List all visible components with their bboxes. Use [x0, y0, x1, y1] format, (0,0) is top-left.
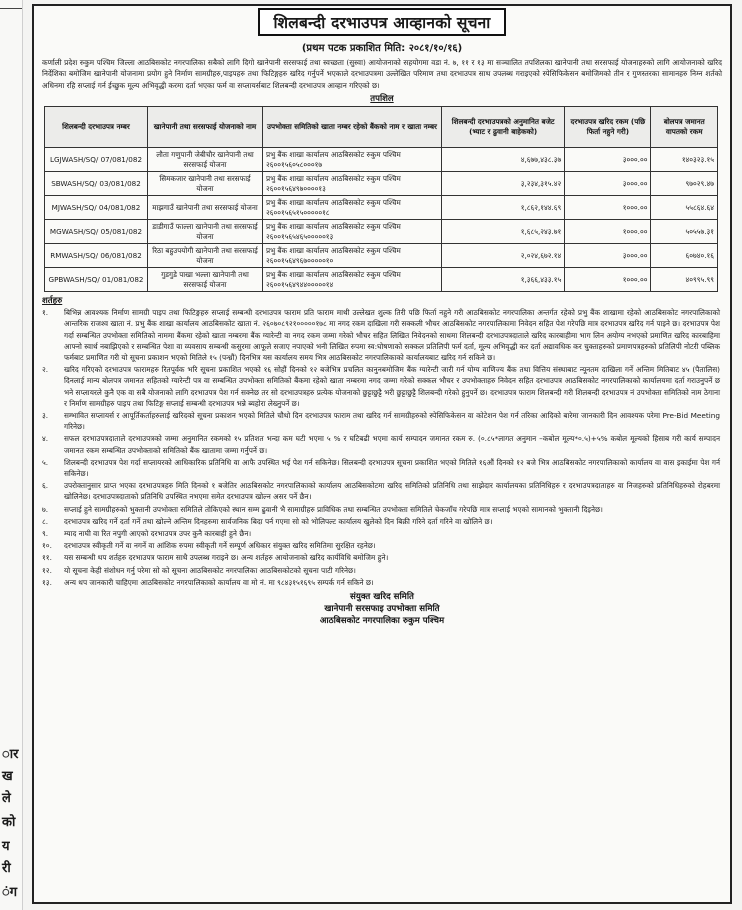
col-header-fee: दरभाउपत्र खरिद रकम (पछि फिर्ता नहुने गरी) [565, 107, 651, 148]
col-header-security: बोलपत्र जमानत वापतको रकम [651, 107, 718, 148]
adjacent-page-fragment [0, 0, 23, 910]
cell-budget: ४,६७७,४३८.३७ [442, 148, 565, 172]
term-text: म्याद नाघी वा रित नपुगी आएको दरभाउपत्र उपर कुनै कारबाही हुने छैन। [64, 529, 252, 539]
term-text: बिभिन्न आवश्यक निर्माण सामग्री पाइप तथा फिटिङ्गहरु सप्लाई सम्बन्धी दरभाउपत्र फाराम प्रति फाराम माथी उल्लेखत शुल्क तिरी पछि फिर्ता नहुने गरी आठबिसकोट नगरपालिका अन्तर्गत रहेको प्रभु बैंक शाखामा रहेको आठबिसकोट नगरपालिकाको आन्तरिक राजश्व खाता नं. प्रभु बैंक शाखा कार्यालय आठबिसकोट खाता नं. २६०७०८९२१०००००१७८ मा नगद रकम दाखिला गरी सक्कली भौचर आठबिसकोट नगरपालिकामा निवेदन सहित पेश गरेपछि मात्र दरभाउपत्र खरिद गर्न पाइने छ। दरभाउपत्र पेश गर्दा सम्बन्धित उपभोक्ता समितिको नाममा बैंकमा रहेको खाता नम्बरमा बैंक ग्यारेन्टी वा नगद रकम जम्मा गरेको भौचर सहित लिखित निवेदनको साथमा शिलबन्दी दरभाउपत्रदाताले खरिद कारबाहीमा भाग लिन अयोग्य नभएको प्रमाणित खरिद कारबाहिमा आफ्नो स्वार्थ नबाझिएको र सम्बन्धित पेशा वा व्यवसाय सम्बन्धी कसुरमा आफूले सजाए नपाएको भनी लिखित रुपमा स्व:घोषणाको सक्कल प्रतिलिपी फर्म दर्ता, मूल्य अभिवृद्धी कर दर्ता अद्यावधिक कर चुक्ताहरुको प्रमाणपत्रहरुको प्रतिलिपी नोटरी पब्लिक फर्मबाट प्रमाणित गरी यो सूचना प्रकाशन भएको मितिले १५ (पन्ध्रौं) दिनभित्र यस कार्यालय समय भित्र आठबिसकोट नगरपालिकाको कार्यालयबाट खरिद गर्न सकिने छ। [64, 308, 720, 363]
cell-bank-account: प्रभु बैंक शाखा कार्यालय आठबिसकोट रुकुम पश्चिम २६००१५६४९७००००१३ [263, 172, 442, 196]
term-number: ९. [42, 529, 49, 539]
cell-fee: ३०००.०० [565, 148, 651, 172]
next-notice-border [40, 902, 730, 904]
cell-tender-no: LGJWASH/SQ/ 07/081/082 [45, 148, 148, 172]
term-text: शिलबन्दी दरभाउपत्र पेश गर्दा सप्लायरको आधिकारिक प्रतिनिधि वा आफै उपस्थित भई पेश गर्न सकिनेछ। सिलबन्दी दरभाउपत्र सूचना प्रकाशित भएको मितिले १६औं दिनको १२ बजे भित्र आठबिसकोट नगरपालिकाको कार्यालय वा वास इकाईमा पेश गर्न सकिनेछ। [64, 457, 720, 479]
signatory-committee: संयुक्त खरिद समिति [350, 592, 414, 603]
term-item [34, 410, 730, 432]
table-row [45, 196, 718, 220]
term-text: खरिद गरिएको दरभाउपत्र फारामहरु रितपूर्वक भरि सूचना प्रकाशित भएको १६ सोहौं दिनको १२ बजेभित्र प्रचलित कानुनबमोजिम बैंक ग्यारेन्टी जारी गर्न योग्य वाणिज्य बैंक तथा वित्तिय संस्थाबाट न्यूनतम दाखिला गर्ने अन्तिम मितिबाट ४५ (पैतालिस) दिनलाई मान्य बोलपत्र जमानत सहितको ग्यारेन्टी पत्र वा सम्बन्धित उपभोक्ता समितिको बैंकमा रहेको खाता नम्बरमा नगद जम्मा गरेको सक्कल भौचर र उपभोक्ताहरु निवेदन सहित दरभाउपत्र आठबिसकोट नगरपालिकाको कार्यालयमा दर्ता गराउनुपर्ने छ भने सप्लायरले कुनै एक वा सबै योजनाको लागि दरभाउपत्र पेश गर्न सक्नेछ तर सो दरभाउपत्रहरु प्रत्येक योजनाको छुट्टाछुट्टै भरी छुट्टाछुट्टै शिलबन्दी गरेको हुनुपर्ने छ। दरभाउपत्र फाराम शिलबन्दी गरी शिलबन्दी दरभाउपत्र नं उपभोक्ता समितिको नाम ठेगाना र निर्माण सामग्रीहरु पाइप तथा फिटिङ्ग सप्लाई सम्बन्धी दरभाउपत्र भन्ने ब्यहोरा लेख्नुपर्ने छ। [64, 365, 720, 408]
cell-fee: १०००.०० [565, 220, 651, 244]
cell-security: ५५८६४.६४ [651, 196, 718, 220]
cell-project: डाडीगाउँ फाल्ला खानेपानी तथा सरसफाई योजना [148, 220, 263, 244]
cell-budget: २,०२४,६७२.१४ [442, 244, 565, 268]
cell-project: सिमकजार खानेपानी तथा सरसफाई योजना [148, 172, 263, 196]
cell-security: ९७०२९.४७ [651, 172, 718, 196]
cell-tender-no: GPBWASH/SQ/ 01/081/082 [45, 268, 148, 292]
term-text: उपरोक्तानुसार प्राप्त भएका दरभाउपत्रहरु मिति दिनको १ बजेतिर आठबिसकोट नगरपालिकाको कार्यालय आठबिसकोटमा खरिद समितिको प्रतिनिधि तथा साझेदार कार्यालयका प्रतिनिधिहरु र दरभाउपत्रदाताहरु वा निजहरुको प्रतिनिधिहरुको रोहबरमा खोलिनेछ। दरभाउपत्रदाताको प्रतिनिधि उपस्थित नभएमा समेत दरभाउपत्र खोल्न असर पर्ने छैन। [64, 481, 720, 502]
term-text: यो सूचना केही संशोधन गर्नु परेमा सो को सूचना आठबिसकोट नगरपालिका आठबिसकोटको सूचना पाटी गरिनेछ। [64, 565, 356, 575]
col-header-bank-account: उपभोक्ता समितिको खाता नम्बर रहेको बैंकको नाम र खाता नम्बर [263, 107, 442, 148]
term-item [34, 577, 730, 588]
cell-project: रिठा बहुउपयोगी खानेपानी तथा सरसफाई योजना [148, 244, 263, 268]
cell-project: लौता गणुपानी जेबीचौर खानेपानी तथा सरसफाई योजना [148, 148, 263, 172]
intro-paragraph: कर्णाली प्रदेश रुकुम पश्चिम जिल्ला आठबिसकोट नगरपालिका सबैको लागि दिगो खानेपानी सरसफाई तथा स्वच्छता (सुस्वा) आयोजनाको सहयोगमा वडा नं. ७, ११ र १३ मा सञ्चालित तपशिलका खानेपानी तथा सरसफाई योजनाहरुको लागि आयोजनाको खरिद निर्देशिका बमोजिम खानेपानी योजनामा प्रयोग हुने निर्माण सामग्रीहरु,पाइपहरु तथा फिटिङ्गहरु खरिद गर्नुपर्ने भएकाले दरभाउपत्रमा उल्लेखित परिमाण तथा दरभाउपत्र साथ उपलब्ध गराइएको स्पेसिफिकेसन बमोजिमको तीन र गुणस्तरका सामानहरु निम्न शर्तको अधिनमा रहि सप्लाई गर्न ईच्छुक मूल्य अभिवृद्धी करमा दर्ता भएका फर्म वा सप्लायर्सबाट शिलबन्दी दरभाउपत्र आव्हान गरिएको छ। [42, 58, 723, 90]
cell-budget: ३,२३४,३१५.४२ [442, 172, 565, 196]
cell-bank-account: प्रभु बैंक शाखा कार्यालय आठबिसकोट रुकुम पश्चिम २६००१५६४९६७०००००१० [263, 244, 442, 268]
table-row [45, 148, 718, 172]
fragment-text: य [2, 839, 10, 854]
cell-security: ४०९९५.९९ [651, 268, 718, 292]
cell-bank-account: प्रभु बैंक शाखा कार्यालय आठबिसकोट रुकुम पश्चिम २६००१५६५१५०००००१८ [263, 196, 442, 220]
term-number: १३. [42, 577, 52, 587]
table-row [45, 172, 718, 196]
notice-title: शिलबन्दी दरभाउपत्र आव्हानको सूचना [258, 8, 507, 36]
term-number: ८. [42, 516, 49, 526]
table-header-row [45, 107, 718, 148]
table-row [45, 244, 718, 268]
cell-security: ६०७४०.१६ [651, 244, 718, 268]
cell-budget: १,३६६,४३३.१५ [442, 268, 565, 292]
fragment-text: ंग [2, 885, 18, 900]
cell-tender-no: MJWASH/SQ/ 04/081/082 [45, 196, 148, 220]
signatory-municipality: आठबिसकोट नगरपालिका रुकुम पश्चिम [319, 616, 445, 627]
term-number: २. [42, 365, 49, 375]
schedule-table [44, 106, 718, 292]
term-number: ५. [42, 457, 49, 467]
cell-security: १४०३२३.१५ [651, 148, 718, 172]
col-header-budget: शिलबन्दी दरभाउपत्रको अनुमानित बजेट (भ्याट र ढुवानी बाहेकको) [442, 107, 565, 148]
term-text: सप्लाई हुने सामग्रीहरुको भुक्तानी उपभोक्ता समितिले तोकिएको स्थान सम्म ढुवानी भै सामाग्रीहरु प्राविधिक तथा सम्बन्धित उपभोक्ता समितिले चेकजाँच गरेपछि मात्र सप्लाई भएको सामानको भुक्तानी दिइनेछ। [64, 504, 603, 514]
term-number: ७. [42, 504, 49, 514]
term-number: १२. [42, 565, 52, 575]
signatory-block [34, 591, 730, 627]
term-number: ६. [42, 481, 49, 491]
cell-bank-account: प्रभु बैंक शाखा कार्यालय आठबिसकोट रुकुम पश्चिम २६००१५६०५८०००१७ [263, 148, 442, 172]
cell-tender-no: RMWASH/SQ/ 06/081/082 [45, 244, 148, 268]
title-wrap [34, 8, 730, 36]
term-item [34, 433, 730, 455]
term-item [34, 457, 730, 479]
term-item [34, 504, 730, 515]
col-header-tender-no: शिलबन्दी दरभाउपत्र नम्बर [45, 107, 148, 148]
cell-fee: ३०००.०० [565, 244, 651, 268]
tender-notice [32, 4, 732, 904]
fragment-text: ख [2, 769, 13, 784]
term-number: ११. [42, 553, 52, 563]
signatory-users-committee: खानेपानी सरसफाइ उपभोक्ता समिति [324, 604, 440, 615]
term-number: १. [42, 308, 49, 318]
term-number: १०. [42, 541, 52, 551]
cell-bank-account: प्रभु बैंक शाखा कार्यालय आठबिसकोट रुकुम पश्चिम २६००१५६५४६५०००००१३ [263, 220, 442, 244]
term-item [34, 364, 730, 409]
terms-heading: शर्तहरु [42, 296, 63, 307]
cell-project: माझगाउँ खानेपानी तथा सरसफाई योजना [148, 196, 263, 220]
cell-project: गुडगुडे पाखा भल्ला खानेपानी तथा सरसफाई योजना [148, 268, 263, 292]
fragment-text: री [2, 861, 11, 876]
cell-bank-account: प्रभु बैंक शाखा कार्यालय आठबिसकोट रुकुम पश्चिम २६००१५६४९४४०००००१४ [263, 268, 442, 292]
cell-fee: १०००.०० [565, 268, 651, 292]
fragment-text: को [2, 815, 16, 830]
term-number: ४. [42, 434, 49, 444]
cell-fee: १०००.०० [565, 196, 651, 220]
term-text: दरभाउपत्र खरिद गर्ने दर्ता गर्ने तथा खोल्ने अन्तिम दिनहरुमा सार्वजनिक बिदा पर्न गएमा सो को भोलिपल्ट कार्यालय खुलेको दिन बिक्री गरिने दर्ता गरिने वा खोलिने छ। [64, 516, 493, 526]
publication-date: (प्रथम पटक प्रकाशित मिति: २०८१/१०/१६) [301, 43, 463, 54]
term-item [34, 307, 730, 363]
term-item [34, 540, 730, 551]
term-text: सम्भावित सप्लायर्स र आपूर्तिकर्ताहरुलाई खरिदको सूचना प्रकाशन भएको मितिले चौथो दिन दरभाउपत्र फाराम तथा खरिद गर्न सामग्रीहरुको स्पेसिफिकेसन वा कोटेशन पेश गर्न तरिका आदिको बारेमा जानकारी दिन आवश्यक परेमा Pre-Bid Meeting गरिनेछ। [64, 411, 720, 432]
fragment-text: ार [2, 747, 19, 762]
cell-budget: १,८६२,१४४.६९ [442, 196, 565, 220]
term-number: ३. [42, 411, 49, 421]
cell-tender-no: SBWASH/SQ/ 03/081/082 [45, 172, 148, 196]
term-item [34, 516, 730, 527]
table-row [45, 268, 718, 292]
cell-fee: ३०००.०० [565, 172, 651, 196]
term-text: यस सम्बन्धी थप शर्तहरु दरभाउपत्र फाराम साथै उपलब्ध गराइने छ। अन्य शर्तहरु आयोजनाको खरिद कार्यविधि बमोजिम हुने। [64, 553, 389, 563]
col-header-project: खानेपानी तथा सरसफाई योजनाको नाम [148, 107, 263, 148]
cell-budget: १,६८५,२४३.७१ [442, 220, 565, 244]
term-item [34, 552, 730, 563]
fragment-text: ले [2, 791, 11, 806]
table-row [45, 220, 718, 244]
schedule-heading: तपशिल [370, 94, 394, 105]
term-item [34, 480, 730, 502]
fragment-rule [0, 8, 22, 9]
cell-security: ५०५५७.३१ [651, 220, 718, 244]
term-item [34, 565, 730, 576]
term-item [34, 528, 730, 539]
cell-tender-no: MGWASH/SQ/ 05/081/082 [45, 220, 148, 244]
term-text: दरभाउपत्र स्वीकृती गर्ने वा नगर्ने वा आंशिक रुपमा स्वीकृती गर्ने सम्पूर्ण अधिकार संयुक्त खरिद समितिमा सुरक्षित रहनेछ। [64, 541, 376, 551]
term-text: सफल दरभाउपत्रदाताले दरभाउपत्रको जम्मा अनुमानित रकमको १५ प्रतिशत भन्दा कम घटी भएमा ५ % र घटिबढी भएमा कार्य सम्पादन जमानत रकम रु. (०.८५*लागत अनुमान –कबोल मूल्य*०.५)+५% कबोल मूल्यको हिसाब गरी कार्य सम्पादन जमानत रकम सम्बन्धित उपभोक्ताको समितिको बैंक खातामा जम्मा गर्नुपर्ने छ। [64, 434, 720, 455]
term-text: अन्य थप जानकारी चाहिएमा आठबिसकोट नगरपालिकाको कार्यालय वा मो नं. मा ९८४३१५१६९५ सम्पर्क गर्न सकिने छ। [64, 577, 374, 587]
